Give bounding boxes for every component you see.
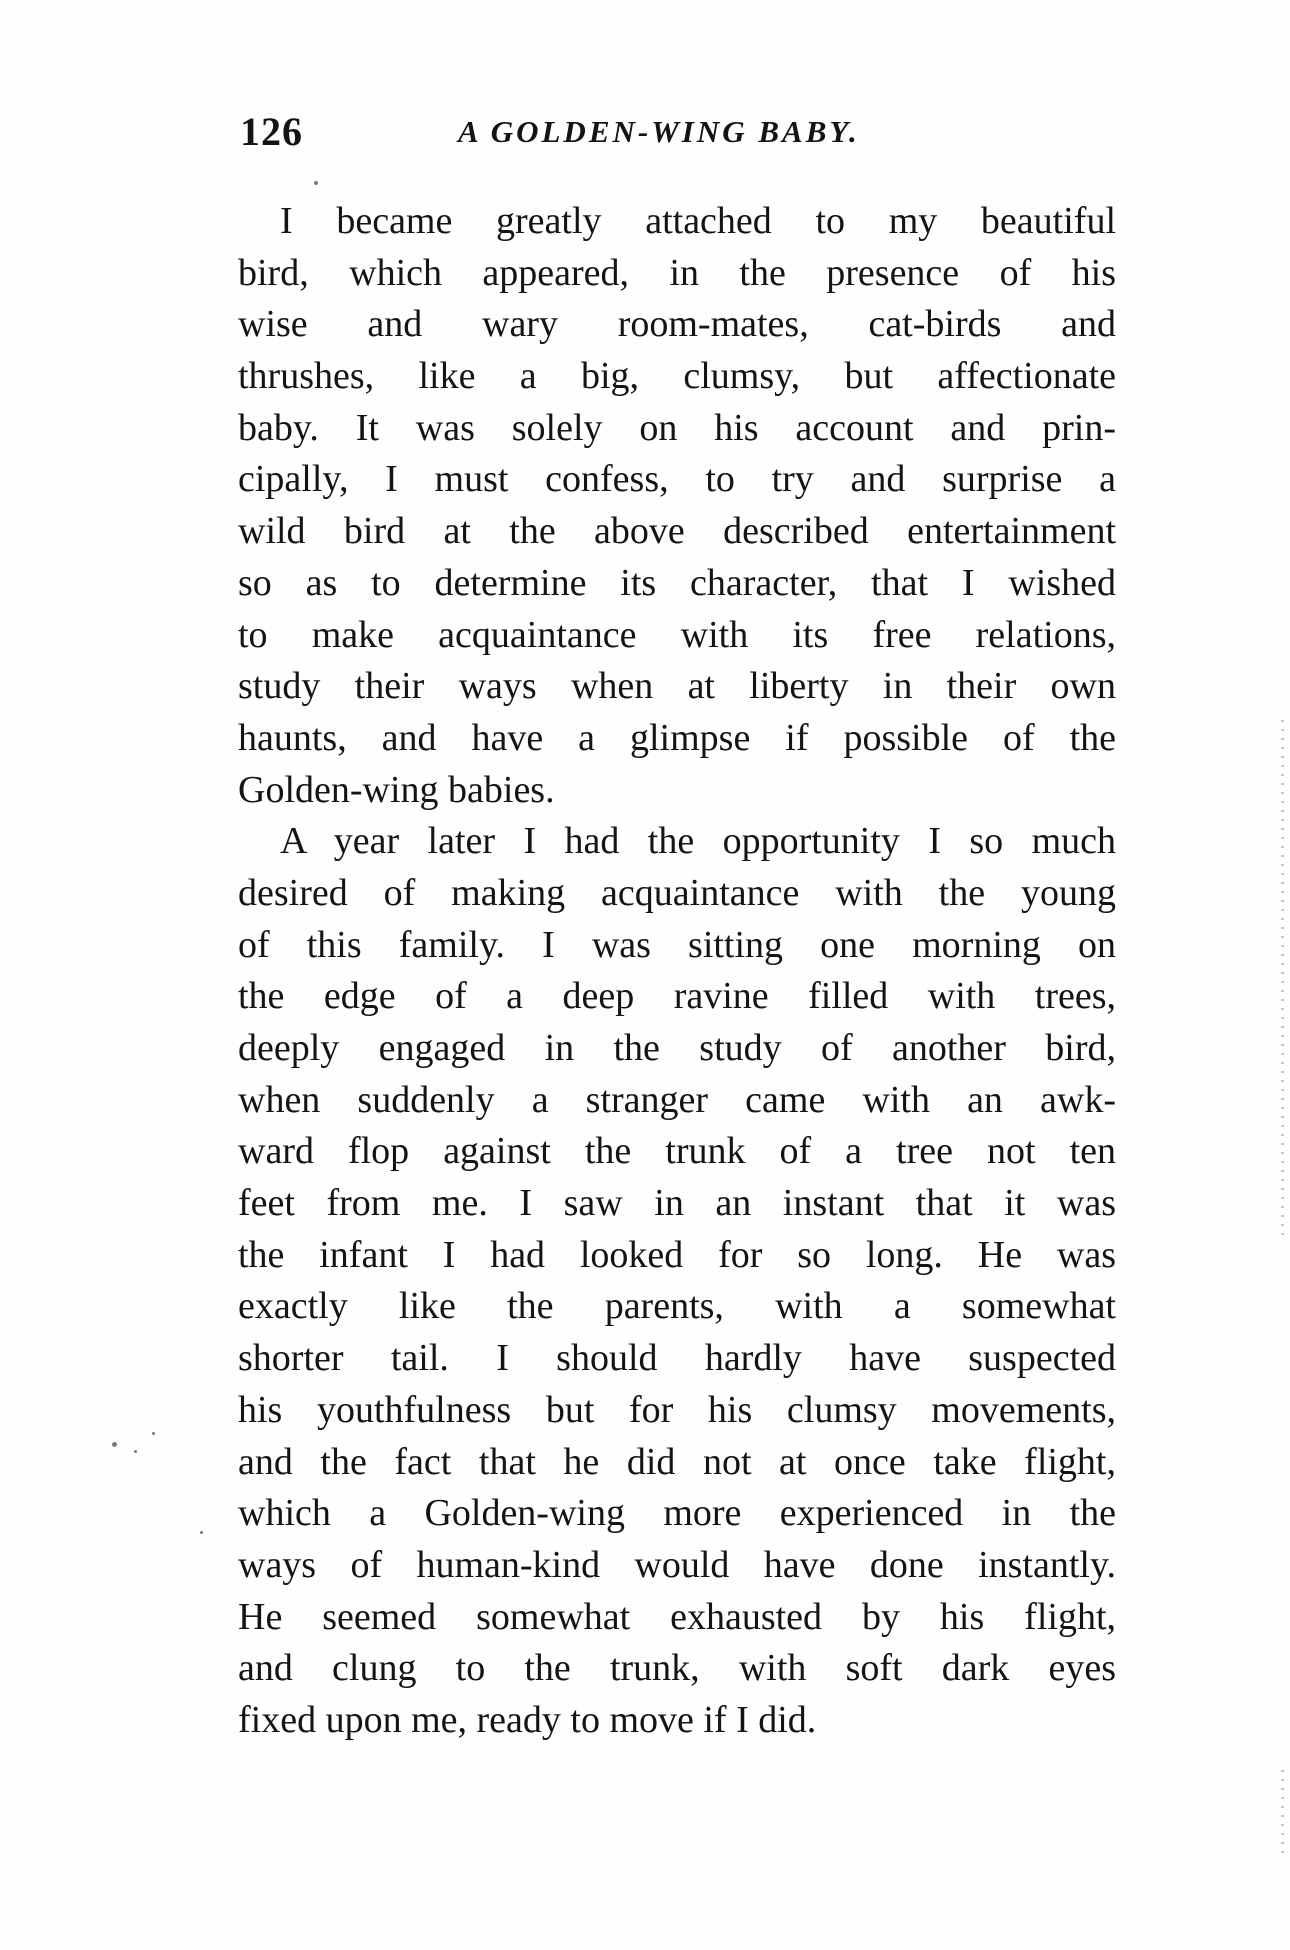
text-line: the edge of a deep ravine filled with trees,	[238, 975, 1116, 1018]
page-edge-shadow	[1281, 720, 1284, 1240]
text-line: his youthfulness but for his clumsy movements,	[238, 1388, 1116, 1431]
text-line: feet from me. I saw in an instant that it was	[238, 1182, 1116, 1225]
body-text	[238, 196, 1116, 1747]
text-line: to make acquaintance with its free relations,	[238, 613, 1116, 656]
text-line: shorter tail. I should hardly have suspected	[238, 1337, 1116, 1380]
paragraph	[238, 196, 1116, 816]
text-line: fixed upon me, ready to move if I did.	[238, 1698, 817, 1741]
text-line: bird, which appeared, in the presence of his	[238, 251, 1116, 294]
scan-speck	[314, 181, 318, 185]
text-line: and clung to the trunk, with soft dark eyes	[238, 1647, 1116, 1690]
text-line: ward flop against the trunk of a tree not ten	[238, 1130, 1116, 1173]
page-edge-shadow	[1281, 1770, 1284, 1860]
text-line: of this family. I was sitting one morning on	[238, 923, 1116, 966]
text-line: I became greatly attached to my beautiful	[280, 200, 1116, 242]
text-line: when suddenly a stranger came with an awk-	[238, 1078, 1116, 1121]
text-line: Golden-wing babies.	[238, 768, 555, 811]
text-line: the infant I had looked for so long. He was	[238, 1233, 1116, 1276]
text-line: baby. It was solely on his account and prin-	[238, 406, 1116, 449]
text-line: exactly like the parents, with a somewhat	[238, 1285, 1116, 1328]
page-header	[240, 108, 1120, 168]
scan-speck	[152, 1432, 155, 1435]
text-line: which a Golden-wing more experienced in the	[238, 1492, 1116, 1535]
text-line: A year later I had the opportunity I so much	[280, 820, 1116, 863]
text-line: wise and wary room-mates, cat-birds and	[238, 303, 1116, 346]
page-number: 126	[240, 109, 303, 154]
scan-speck	[200, 1531, 203, 1534]
text-line: study their ways when at liberty in their own	[238, 665, 1116, 708]
running-head: A GOLDEN-WING BABY.	[458, 114, 860, 149]
text-line: haunts, and have a glimpse if possible of the	[238, 716, 1116, 759]
text-line: thrushes, like a big, clumsy, but affectionate	[238, 355, 1116, 398]
scan-speck	[134, 1450, 137, 1453]
text-line: He seemed somewhat exhausted by his flight,	[238, 1595, 1116, 1638]
text-line: and the fact that he did not at once take flight,	[238, 1440, 1116, 1483]
text-line: wild bird at the above described entertainment	[238, 510, 1116, 553]
text-line: desired of making acquaintance with the young	[238, 871, 1116, 914]
text-line: so as to determine its character, that I wished	[238, 561, 1116, 604]
text-line: cipally, I must confess, to try and surprise a	[238, 458, 1116, 501]
scan-speck	[112, 1442, 117, 1447]
paragraph	[238, 816, 1116, 1746]
text-line: deeply engaged in the study of another bird,	[238, 1027, 1116, 1069]
text-line: ways of human-kind would have done instantly.	[238, 1543, 1116, 1586]
